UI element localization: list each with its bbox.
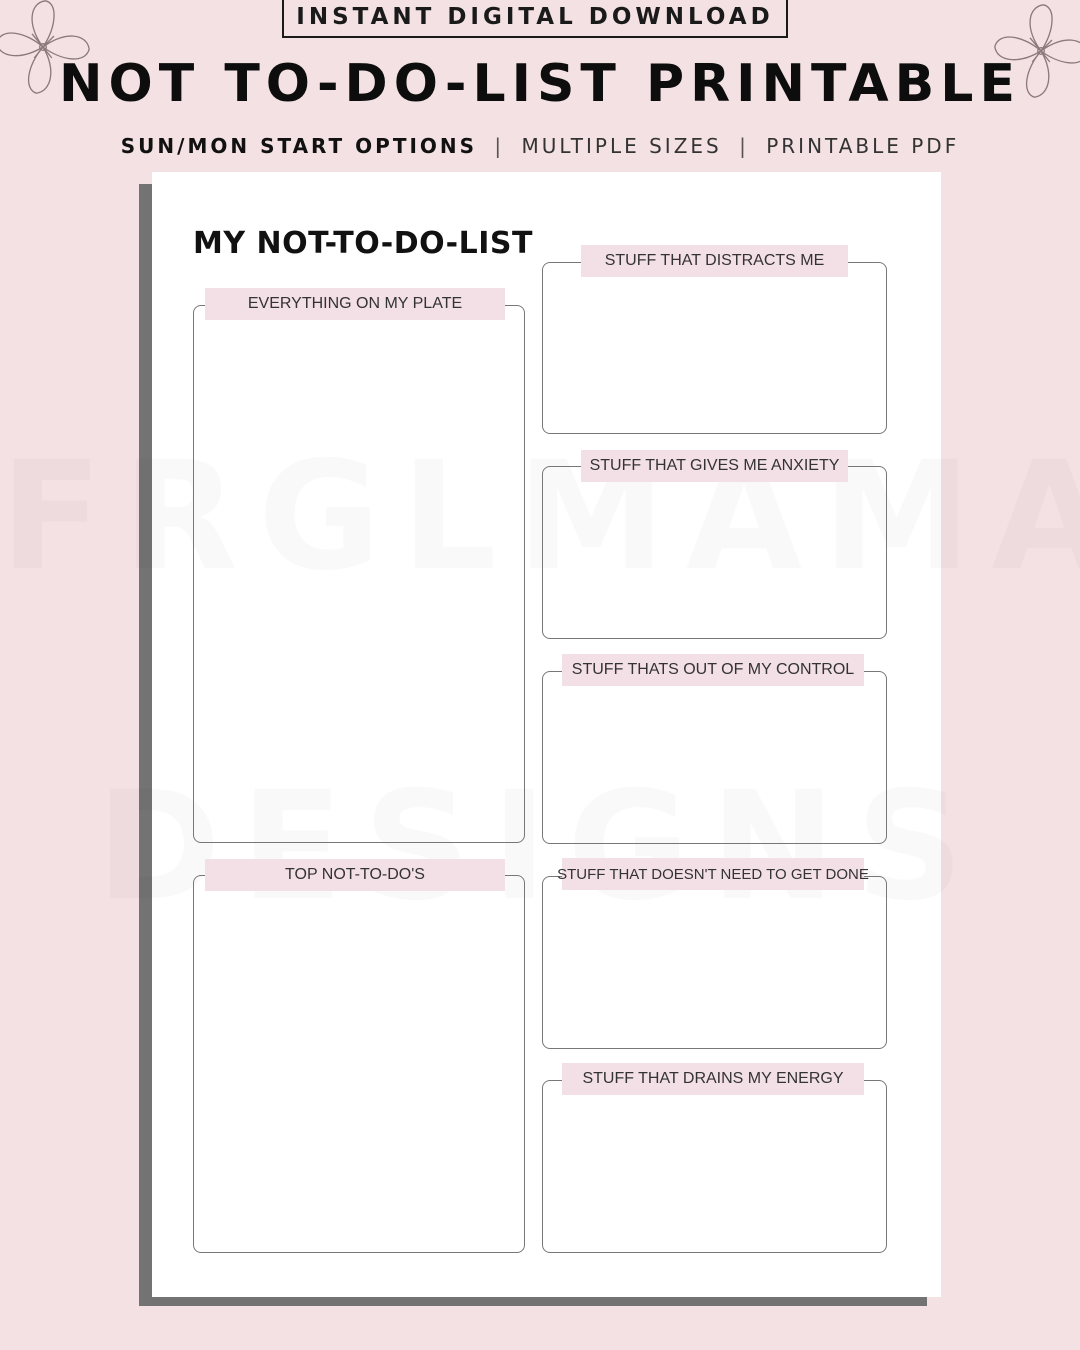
separator: | bbox=[494, 134, 505, 158]
page-title: NOT TO-DO-LIST PRINTABLE bbox=[59, 54, 1021, 114]
plate-label: EVERYTHING ON MY PLATE bbox=[205, 288, 505, 320]
distracts-label: STUFF THAT DISTRACTS ME bbox=[581, 245, 848, 277]
top-not-to-dos-label: TOP NOT-TO-DO'S bbox=[205, 859, 505, 891]
control-label: STUFF THATS OUT OF MY CONTROL bbox=[562, 654, 864, 686]
anxiety-label: STUFF THAT GIVES ME ANXIETY bbox=[581, 450, 848, 482]
start-options-text: SUN/MON START OPTIONS bbox=[120, 134, 478, 158]
separator: | bbox=[739, 134, 749, 158]
energy-label: STUFF THAT DRAINS MY ENERGY bbox=[562, 1063, 864, 1095]
subtitle bbox=[0, 134, 1080, 158]
anxiety-box bbox=[542, 466, 887, 639]
top-not-to-dos-box bbox=[193, 875, 525, 1253]
energy-box bbox=[542, 1080, 887, 1253]
control-box bbox=[542, 671, 887, 844]
distracts-box bbox=[542, 262, 887, 434]
plate-box bbox=[193, 305, 525, 843]
sizes-text: MULTIPLE SIZES bbox=[521, 134, 722, 158]
not-needed-label: STUFF THAT DOESN'T NEED TO GET DONE bbox=[562, 858, 864, 890]
not-needed-box bbox=[542, 876, 887, 1049]
format-text: PRINTABLE PDF bbox=[766, 134, 960, 158]
instant-download-badge: INSTANT DIGITAL DOWNLOAD bbox=[282, 0, 788, 38]
sheet-title: MY NOT-TO-DO-LIST bbox=[193, 226, 533, 261]
